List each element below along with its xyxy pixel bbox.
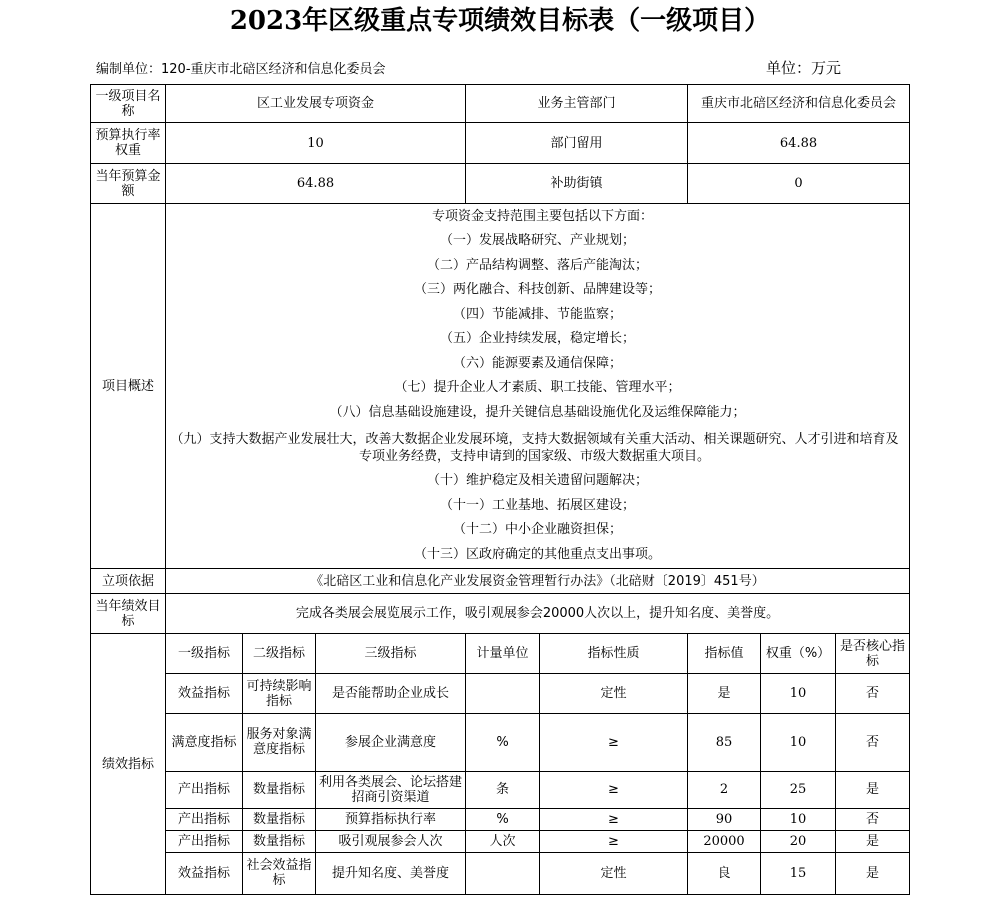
table-header: 计量单位 xyxy=(466,634,540,674)
overview-line: （二）产品结构调整、落后产能淘汰； xyxy=(427,257,649,273)
table-header: 一级指标 xyxy=(166,634,243,674)
overview-label: 项目概述 xyxy=(91,204,166,569)
retained-label: 部门留用 xyxy=(466,123,688,164)
goal-label: 当年绩效目标 xyxy=(91,594,166,634)
table-cell: 产出指标 xyxy=(166,771,243,808)
table-cell: 是 xyxy=(836,830,910,852)
table-cell: 否 xyxy=(836,808,910,830)
dept-value: 重庆市北碚区经济和信息化委员会 xyxy=(688,85,910,123)
table-cell: 产出指标 xyxy=(166,808,243,830)
project-name-value: 区工业发展专项资金 xyxy=(166,85,466,123)
overview-line: （五）企业持续发展，稳定增长； xyxy=(440,331,636,347)
table-row xyxy=(91,674,910,714)
table-cell: 定性 xyxy=(540,852,688,894)
overview-row xyxy=(91,204,910,569)
table-cell: 效益指标 xyxy=(166,852,243,894)
compiler-unit: 编制单位：120-重庆市北碚区经济和信息化委员会 xyxy=(96,62,386,77)
table-cell: 数量指标 xyxy=(243,771,316,808)
table-cell: ≥ xyxy=(540,771,688,808)
table-cell: % xyxy=(466,714,540,771)
overview-line: （十三）区政府确定的其他重点支出事项。 xyxy=(414,546,662,562)
table-cell: 预算指标执行率 xyxy=(316,808,466,830)
table-cell: % xyxy=(466,808,540,830)
overview-line: 专项资金支持范围主要包括以下方面： xyxy=(432,208,654,224)
table-header: 指标值 xyxy=(688,634,761,674)
budget-row xyxy=(91,164,910,204)
overview-line: （七）提升企业人才素质、职工技能、管理水平； xyxy=(394,380,681,396)
table-cell: 良 xyxy=(688,852,761,894)
table-row xyxy=(91,771,910,808)
table-cell xyxy=(466,674,540,714)
table-header: 是否核心指标 xyxy=(836,634,910,674)
table-row xyxy=(91,852,910,894)
table-cell: 参展企业满意度 xyxy=(316,714,466,771)
table-cell: 利用各类展会、论坛搭建招商引资渠道 xyxy=(316,771,466,808)
overview-line: （八）信息基础设施建设，提升关键信息基础设施优化及运维保障能力； xyxy=(329,404,746,420)
overview-line: （一）发展战略研究、产业规划； xyxy=(440,233,636,249)
table-cell: 是 xyxy=(836,771,910,808)
goal-text: 完成各类展会展览展示工作，吸引观展参会20000人次以上，提升知名度、美誉度。 xyxy=(166,594,910,634)
overview-line: （十）维护稳定及相关遗留问题解决； xyxy=(427,473,649,489)
indicator-header-row xyxy=(91,634,910,674)
performance-table xyxy=(90,84,910,895)
weight-value: 10 xyxy=(166,123,466,164)
table-cell: 服务对象满意度指标 xyxy=(243,714,316,771)
table-cell: 10 xyxy=(761,714,836,771)
table-cell: 2 xyxy=(688,771,761,808)
basis-row xyxy=(91,568,910,593)
table-cell: 可持续影响指标 xyxy=(243,674,316,714)
table-cell: ≥ xyxy=(540,808,688,830)
overview-line: （十二）中小企业融资担保； xyxy=(453,522,623,538)
table-cell: 吸引观展参会人次 xyxy=(316,830,466,852)
table-cell: 85 xyxy=(688,714,761,771)
goal-row xyxy=(91,594,910,634)
table-header: 指标性质 xyxy=(540,634,688,674)
weight-label: 预算执行率权重 xyxy=(91,123,166,164)
budget-label: 当年预算金额 xyxy=(91,164,166,204)
table-cell: 否 xyxy=(836,674,910,714)
overview-wrapped-line: （九）支持大数据产业发展壮大，改善大数据企业发展环境，支持大数据领域有关重大活动、相关课题研究、人才引进和培育及专项业务经费，支持申请到的国家级、市级大数据重大项目。 xyxy=(170,432,899,465)
overview-line: （十一）工业基地、拓展区建设； xyxy=(440,497,636,513)
project-name-row xyxy=(91,85,910,123)
table-row xyxy=(91,830,910,852)
retained-value: 64.88 xyxy=(688,123,910,164)
table-cell: 是 xyxy=(688,674,761,714)
table-cell: 是 xyxy=(836,852,910,894)
table-row xyxy=(91,808,910,830)
table-cell: 20000 xyxy=(688,830,761,852)
table-cell: 15 xyxy=(761,852,836,894)
table-cell: 20 xyxy=(761,830,836,852)
basis-label: 立项依据 xyxy=(91,568,166,593)
overview-content xyxy=(166,204,910,569)
table-header: 二级指标 xyxy=(243,634,316,674)
overview-line: （四）节能减排、节能监察； xyxy=(453,306,623,322)
table-row xyxy=(91,714,910,771)
table-cell: 效益指标 xyxy=(166,674,243,714)
table-header: 权重（%） xyxy=(761,634,836,674)
table-cell: 25 xyxy=(761,771,836,808)
weight-row xyxy=(91,123,910,164)
table-cell: 满意度指标 xyxy=(166,714,243,771)
subsidy-label: 补助街镇 xyxy=(466,164,688,204)
table-cell xyxy=(466,852,540,894)
table-cell: 是否能帮助企业成长 xyxy=(316,674,466,714)
table-cell: 条 xyxy=(466,771,540,808)
project-name-label: 一级项目名称 xyxy=(91,85,166,123)
table-cell: 数量指标 xyxy=(243,830,316,852)
page-title: 2023年区级重点专项绩效目标表（一级项目） xyxy=(229,6,771,36)
indicators-label: 绩效指标 xyxy=(91,634,166,895)
basis-text: 《北碚区工业和信息化产业发展资金管理暂行办法》（北碚财〔2019〕451号） xyxy=(166,568,910,593)
table-cell: 10 xyxy=(761,808,836,830)
subsidy-value: 0 xyxy=(688,164,910,204)
table-cell: 数量指标 xyxy=(243,808,316,830)
table-cell: 否 xyxy=(836,714,910,771)
table-cell: 提升知名度、美誉度 xyxy=(316,852,466,894)
overview-line: （三）两化融合、科技创新、品牌建设等； xyxy=(414,282,662,298)
table-cell: 定性 xyxy=(540,674,688,714)
table-cell: ≥ xyxy=(540,830,688,852)
budget-value: 64.88 xyxy=(166,164,466,204)
table-cell: 人次 xyxy=(466,830,540,852)
table-cell: 产出指标 xyxy=(166,830,243,852)
table-cell: 90 xyxy=(688,808,761,830)
table-cell: 社会效益指标 xyxy=(243,852,316,894)
table-cell: 10 xyxy=(761,674,836,714)
money-unit: 单位：万元 xyxy=(766,59,842,77)
table-cell: ≥ xyxy=(540,714,688,771)
dept-label: 业务主管部门 xyxy=(466,85,688,123)
overview-line: （六）能源要素及通信保障； xyxy=(453,355,623,371)
table-header: 三级指标 xyxy=(316,634,466,674)
